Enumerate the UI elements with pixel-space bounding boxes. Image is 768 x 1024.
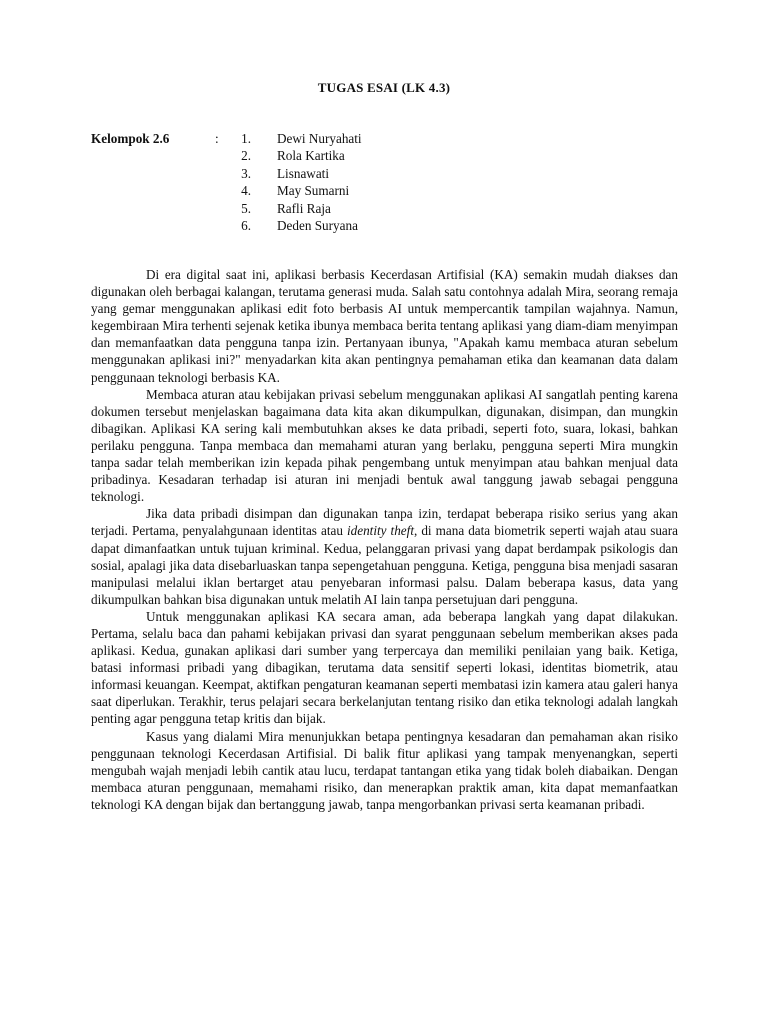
member-number: 5. xyxy=(241,200,251,216)
member-number: 1. xyxy=(241,131,251,146)
member-list xyxy=(225,130,362,234)
member-item xyxy=(225,182,362,199)
page-title: TUGAS ESAI (LK 4.3) xyxy=(317,80,451,95)
member-name: May Sumarni xyxy=(277,183,350,199)
member-name: Dewi Nuryahati xyxy=(277,131,362,146)
paragraph-risks xyxy=(91,505,678,608)
paragraph-risks-part2: , di mana data biometrik seperti wajah atau suara dapat dimanfaatkan untuk tujuan kriminal. Kedua, pelanggaran privasi yang dapat berdampak psikologis dan sosial, apalagi jika data disebarluaskan tanpa sepengetahuan pengguna. Ketiga, pengguna bisa menjadi sasaran manipulasi melalui iklan bertarget atau penyebaran informasi palsu. Dalam beberapa kasus, data yang dikumpulkan bahkan bisa digunakan untuk melatih AI lain tanpa persetujuan dari pengguna. xyxy=(91,523,679,607)
member-number: 2. xyxy=(241,148,251,164)
paragraph-conclusion: Kasus yang dialami Mira menunjukkan betapa pentingnya kesadaran dan pemahaman akan risiko penggunaan teknologi Kecerdasan Artifisial. Di balik fitur aplikasi yang tampak menyenangkan, seperti mengubah wajah menjadi lebih cantik atau lucu, terdapat tantangan etika yang tidak boleh diabaikan. Dengan membaca aturan penggunaan, memahami risiko, dan menerapkan praktik aman, kita dapat memanfaatkan teknologi KA dengan bijak dan bertanggung jawab, tanpa mengorbankan privasi serta keamanan pribadi. xyxy=(91,728,678,812)
member-name: Rafli Raja xyxy=(277,200,331,216)
paragraph-safe-usage: Untuk menggunakan aplikasi KA secara aman, ada beberapa langkah yang dapat dilakukan. Pertama, selalu baca dan pahami kebijakan privasi dan syarat penggunaan sebelum memberikan akses pada aplikasi. Kedua, gunakan aplikasi dari sumber yang terpercaya dan memiliki penilaian yang baik. Ketiga, batasi informasi pribadi yang dibagikan, terutama data sensitif seperti lokasi, identitas biometrik, atau informasi keuangan. Keempat, aktifkan pengaturan keamanan seperti membatasi izin kamera atau galeri hanya saat diperlukan. Terakhir, terus pelajari secara berkelanjutan tentang risiko dan etika teknologi adalah langkah penting agar pengguna tetap kritis dan bijak. xyxy=(91,608,678,727)
member-name: Rola Kartika xyxy=(277,148,345,164)
member-name: Deden Suryana xyxy=(277,217,358,233)
group-separator: : xyxy=(215,131,219,146)
member-number: 6. xyxy=(241,217,251,233)
member-item xyxy=(225,165,362,182)
paragraph-privacy-policy: Membaca aturan atau kebijakan privasi sebelum menggunakan aplikasi AI sangatlah penting karena dokumen tersebut menjelaskan bagaimana data kita akan dikumpulkan, digunakan, disimpan, dan mungkin dibagikan. Aplikasi KA sering kali membutuhkan akses ke data pribadi, seperti foto, suara, lokasi, bahkan perilaku pengguna. Tanpa membaca dan memahami aturan yang berlaku, pengguna seperti Mira mungkin tanpa sadar telah memberikan izin kepada pihak pengembang untuk menyimpan atau bahkan menjual data pribadinya. Kesadaran terhadap isi aturan ini menjadi bentuk awal tanggung jawab sebagai pengguna teknologi. xyxy=(91,386,678,505)
paragraph-risks-part1: Jika data pribadi disimpan dan digunakan tanpa izin, terdapat beberapa risiko serius yang akan terjadi. Pertama, penyalahgunaan identitas atau xyxy=(91,506,678,539)
member-item xyxy=(225,217,362,234)
paragraph-intro: Di era digital saat ini, aplikasi berbasis Kecerdasan Artifisial (KA) semakin mudah diakses dan digunakan oleh berbagai kalangan, terutama generasi muda. Salah satu contohnya adalah Mira, seorang remaja yang gemar menggunakan aplikasi edit foto berbasis AI untuk mempercantik tampilan wajahnya. Namun, kegembiraan Mira terhenti sejenak ketika ibunya membaca berita tentang aplikasi yang diam-diam menyimpan dan memanfaatkan data pengguna tanpa izin. Pertanyaan ibunya, "Apakah kamu membaca aturan sebelum menggunakan aplikasi ini?" menyadarkan kita akan pentingnya pemahaman etika dan keamanan data dalam penggunaan teknologi berbasis KA. xyxy=(91,267,678,385)
member-number: 3. xyxy=(241,165,251,181)
member-name: Lisnawati xyxy=(277,165,330,181)
group-label: Kelompok 2.6 xyxy=(91,131,170,146)
member-item xyxy=(225,147,362,164)
member-item xyxy=(225,200,362,217)
member-number: 4. xyxy=(241,183,251,199)
member-item xyxy=(225,130,362,147)
essay-body xyxy=(91,266,678,813)
identity-theft-term: identity theft xyxy=(346,523,414,539)
